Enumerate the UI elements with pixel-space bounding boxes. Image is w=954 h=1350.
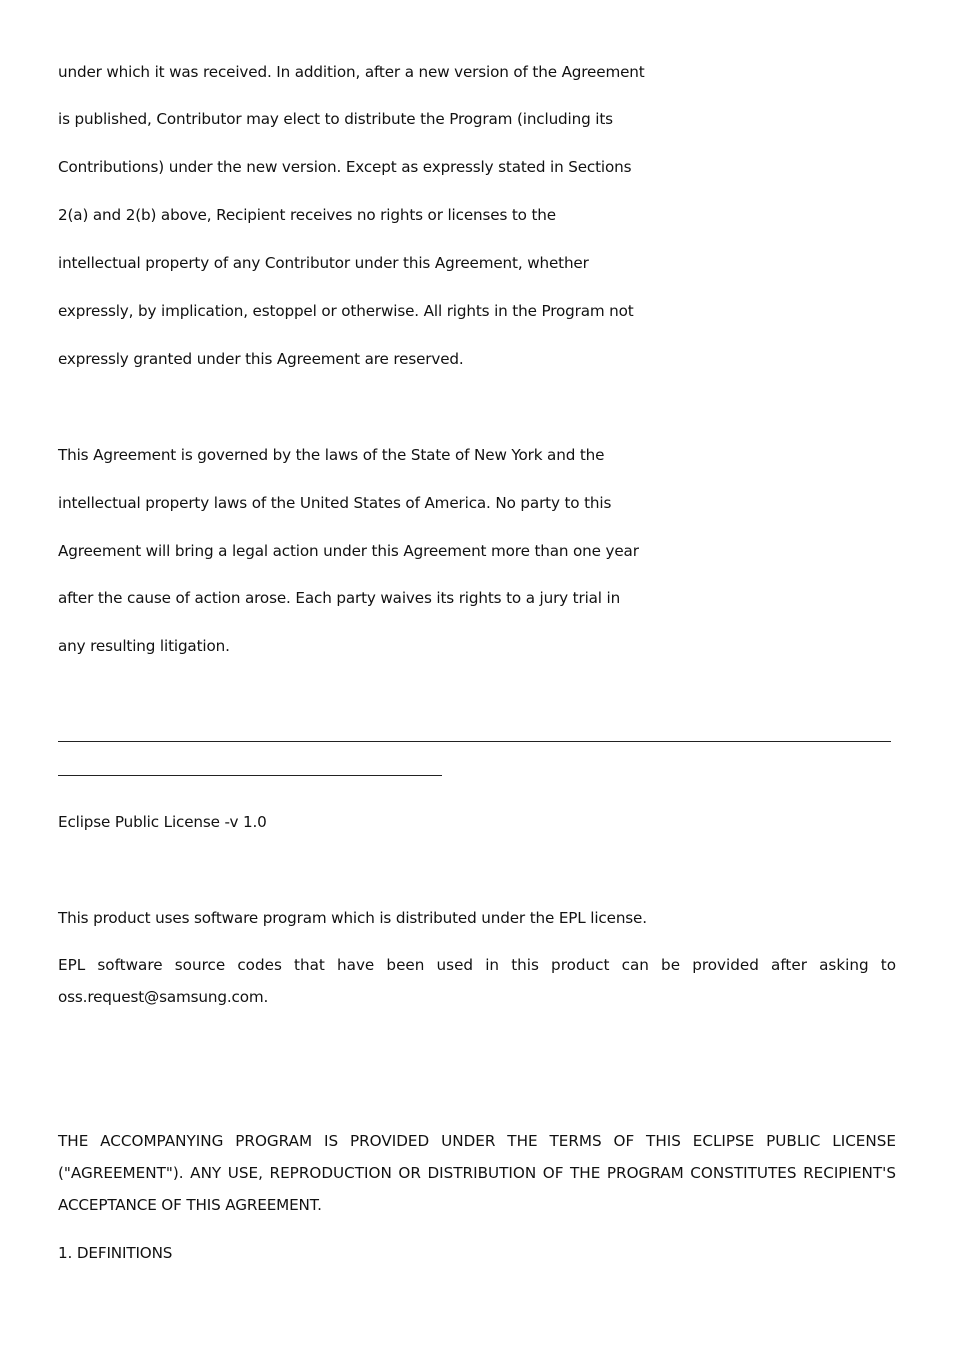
paragraph-line: expressly granted under this Agreement are reserved. [58,350,464,368]
paragraph-line: intellectual property laws of the United States of America. No party to this [58,494,612,512]
paragraph-line: any resulting litigation. [58,637,230,655]
separator-rule [58,741,891,742]
license-terms-line: ACCEPTANCE OF THIS AGREEMENT. [58,1196,322,1214]
license-title: Eclipse Public License -v 1.0 [58,813,267,831]
paragraph-line: This Agreement is governed by the laws of the State of New York and the [58,446,605,464]
paragraph-line: intellectual property of any Contributor under this Agreement, whether [58,254,589,272]
source-request-line: EPL software source codes that have been used in this product can be provided after asking to [58,956,896,974]
paragraph-line: Agreement will bring a legal action under this Agreement more than one year [58,542,639,560]
source-request-email: oss.request@samsung.com. [58,988,269,1006]
paragraph-line: under which it was received. In addition, after a new version of the Agreement [58,63,645,81]
paragraph-line: Contributions) under the new version. Except as expressly stated in Sections [58,158,632,176]
paragraph-line: 2(a) and 2(b) above, Recipient receives no rights or licenses to the [58,206,556,224]
paragraph-line: after the cause of action arose. Each party waives its rights to a jury trial in [58,589,621,607]
separator-rule [58,775,442,776]
license-terms-line: ("AGREEMENT"). ANY USE, REPRODUCTION OR DISTRIBUTION OF THE PROGRAM CONSTITUTES RECIPIENT'S [58,1164,896,1182]
license-notice: This product uses software program which is distributed under the EPL license. [58,909,647,927]
license-terms-line: THE ACCOMPANYING PROGRAM IS PROVIDED UNDER THE TERMS OF THIS ECLIPSE PUBLIC LICENSE [58,1132,896,1150]
paragraph-line: expressly, by implication, estoppel or otherwise. All rights in the Program not [58,302,634,320]
document-page [58,0,896,1350]
section-heading: 1. DEFINITIONS [58,1244,173,1262]
paragraph-line: is published, Contributor may elect to distribute the Program (including its [58,110,613,128]
